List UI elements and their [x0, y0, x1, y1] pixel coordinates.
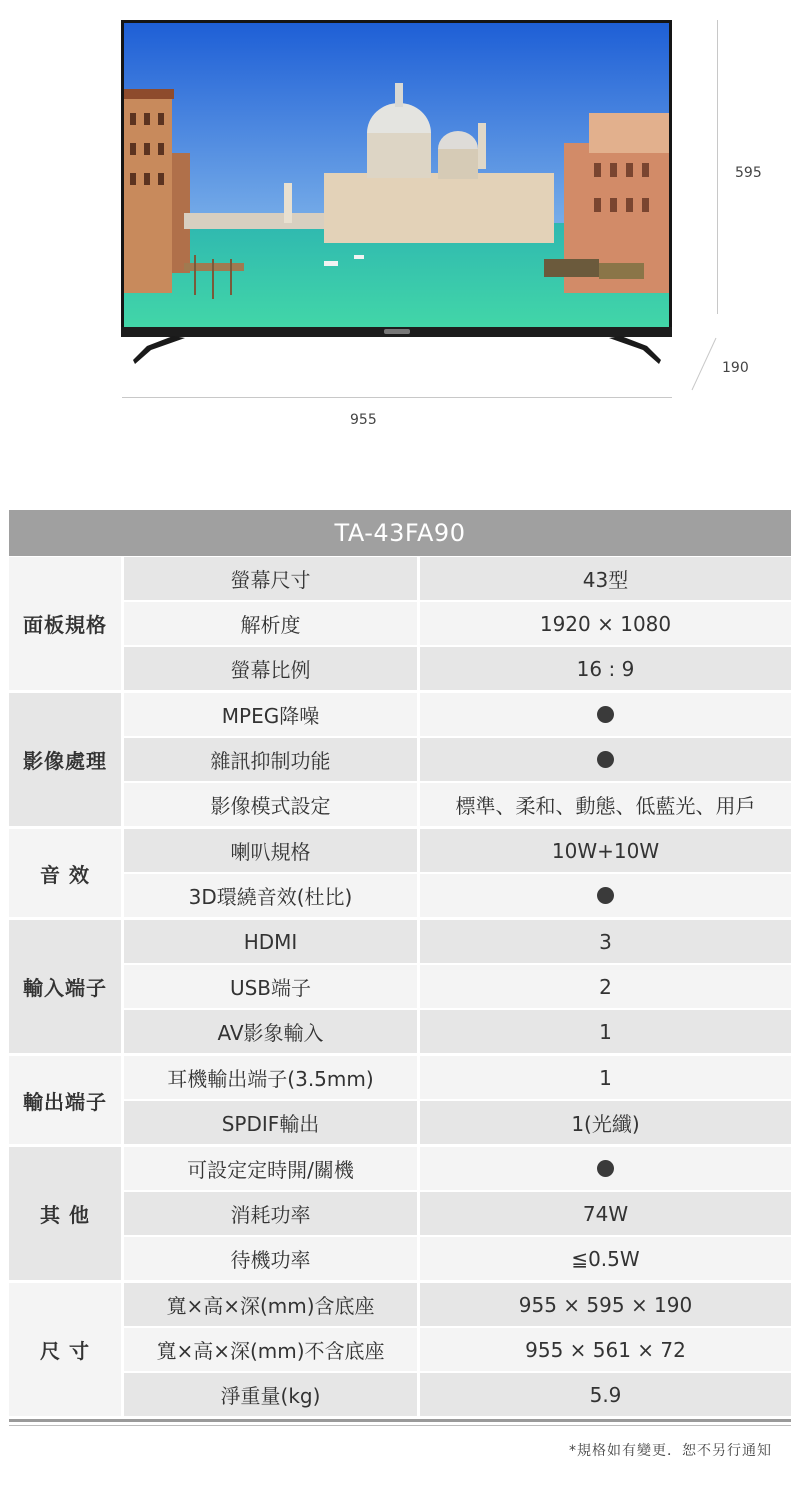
spec-key: 可設定定時開/關機 — [124, 1147, 417, 1190]
spec-value: ≦0.5W — [420, 1237, 791, 1280]
spec-group-label: 面板規格 — [9, 557, 121, 690]
spec-key: SPDIF輸出 — [124, 1101, 417, 1144]
spec-group — [9, 557, 791, 690]
spec-value: 1920 × 1080 — [420, 602, 791, 645]
spec-group — [9, 829, 791, 917]
spec-row — [124, 1237, 791, 1280]
spec-row — [124, 693, 791, 736]
spec-key: 解析度 — [124, 602, 417, 645]
spec-group-label: 影像處理 — [9, 693, 121, 826]
spec-key: MPEG降噪 — [124, 693, 417, 736]
tv-screen-image — [124, 23, 669, 327]
width-label: 955 — [350, 412, 377, 428]
spec-value: 1 — [420, 1056, 791, 1099]
spec-group-label: 尺 寸 — [9, 1283, 121, 1416]
disclaimer-note: *規格如有變更．恕不另行通知 — [569, 1443, 772, 1459]
spec-row — [124, 1147, 791, 1190]
table-bottom-rule — [9, 1419, 791, 1422]
spec-value: 標準、柔和、動態、低藍光、用戶 — [420, 783, 791, 826]
spec-row — [124, 1373, 791, 1416]
height-label: 595 — [735, 165, 762, 181]
spec-value: 5.9 — [420, 1373, 791, 1416]
spec-row — [124, 829, 791, 872]
spec-key: 螢幕比例 — [124, 647, 417, 690]
spec-group-label: 輸出端子 — [9, 1056, 121, 1144]
spec-value: 74W — [420, 1192, 791, 1235]
spec-value: 16 : 9 — [420, 647, 791, 690]
spec-group — [9, 1283, 791, 1416]
spec-value: 955 × 595 × 190 — [420, 1283, 791, 1326]
spec-row — [124, 738, 791, 781]
supported-dot-icon — [597, 751, 614, 768]
spec-value: 1(光纖) — [420, 1101, 791, 1144]
spec-key: 喇叭規格 — [124, 829, 417, 872]
spec-key: 耳機輸出端子(3.5mm) — [124, 1056, 417, 1099]
spec-value: 2 — [420, 965, 791, 1008]
spec-key: 影像模式設定 — [124, 783, 417, 826]
spec-key: 寬×高×深(mm)含底座 — [124, 1283, 417, 1326]
supported-dot-icon — [597, 1160, 614, 1177]
spec-value: 43型 — [420, 557, 791, 600]
tv-brand-logo — [384, 329, 410, 334]
spec-group — [9, 920, 791, 1053]
supported-dot-icon — [597, 706, 614, 723]
tv-stand-right — [605, 336, 661, 366]
spec-table — [9, 557, 791, 1416]
spec-row — [124, 1056, 791, 1099]
spec-key: 3D環繞音效(杜比) — [124, 874, 417, 917]
spec-value-supported — [420, 738, 791, 781]
spec-row — [124, 1010, 791, 1053]
tv-dimension-diagram — [0, 0, 800, 470]
spec-group-label: 音 效 — [9, 829, 121, 917]
spec-key: AV影象輸入 — [124, 1010, 417, 1053]
spec-row — [124, 920, 791, 963]
spec-row — [124, 965, 791, 1008]
spec-key: HDMI — [124, 920, 417, 963]
spec-group — [9, 1056, 791, 1144]
depth-dimension-line — [690, 336, 718, 396]
spec-value: 955 × 561 × 72 — [420, 1328, 791, 1371]
table-bottom-rule-thin — [9, 1425, 791, 1426]
spec-value-supported — [420, 693, 791, 736]
spec-value: 10W+10W — [420, 829, 791, 872]
spec-row — [124, 1192, 791, 1235]
spec-row — [124, 647, 791, 690]
supported-dot-icon — [597, 887, 614, 904]
height-dimension-line — [717, 20, 718, 314]
spec-row — [124, 783, 791, 826]
spec-value-supported — [420, 874, 791, 917]
spec-value-supported — [420, 1147, 791, 1190]
spec-key: 淨重量(kg) — [124, 1373, 417, 1416]
spec-table-title: TA-43FA90 — [9, 510, 791, 556]
spec-row — [124, 1283, 791, 1326]
spec-row — [124, 1101, 791, 1144]
spec-value: 3 — [420, 920, 791, 963]
width-dimension-line — [122, 397, 672, 398]
spec-row — [124, 602, 791, 645]
spec-value: 1 — [420, 1010, 791, 1053]
tv-stand-left — [133, 336, 189, 366]
spec-row — [124, 1328, 791, 1371]
spec-key: 雜訊抑制功能 — [124, 738, 417, 781]
spec-key: USB端子 — [124, 965, 417, 1008]
depth-label: 190 — [722, 360, 749, 376]
spec-key: 待機功率 — [124, 1237, 417, 1280]
spec-row — [124, 874, 791, 917]
spec-key: 消耗功率 — [124, 1192, 417, 1235]
spec-key: 寬×高×深(mm)不含底座 — [124, 1328, 417, 1371]
spec-key: 螢幕尺寸 — [124, 557, 417, 600]
spec-row — [124, 557, 791, 600]
spec-group — [9, 1147, 791, 1280]
spec-group-label: 其 他 — [9, 1147, 121, 1280]
spec-group — [9, 693, 791, 826]
spec-group-label: 輸入端子 — [9, 920, 121, 1053]
